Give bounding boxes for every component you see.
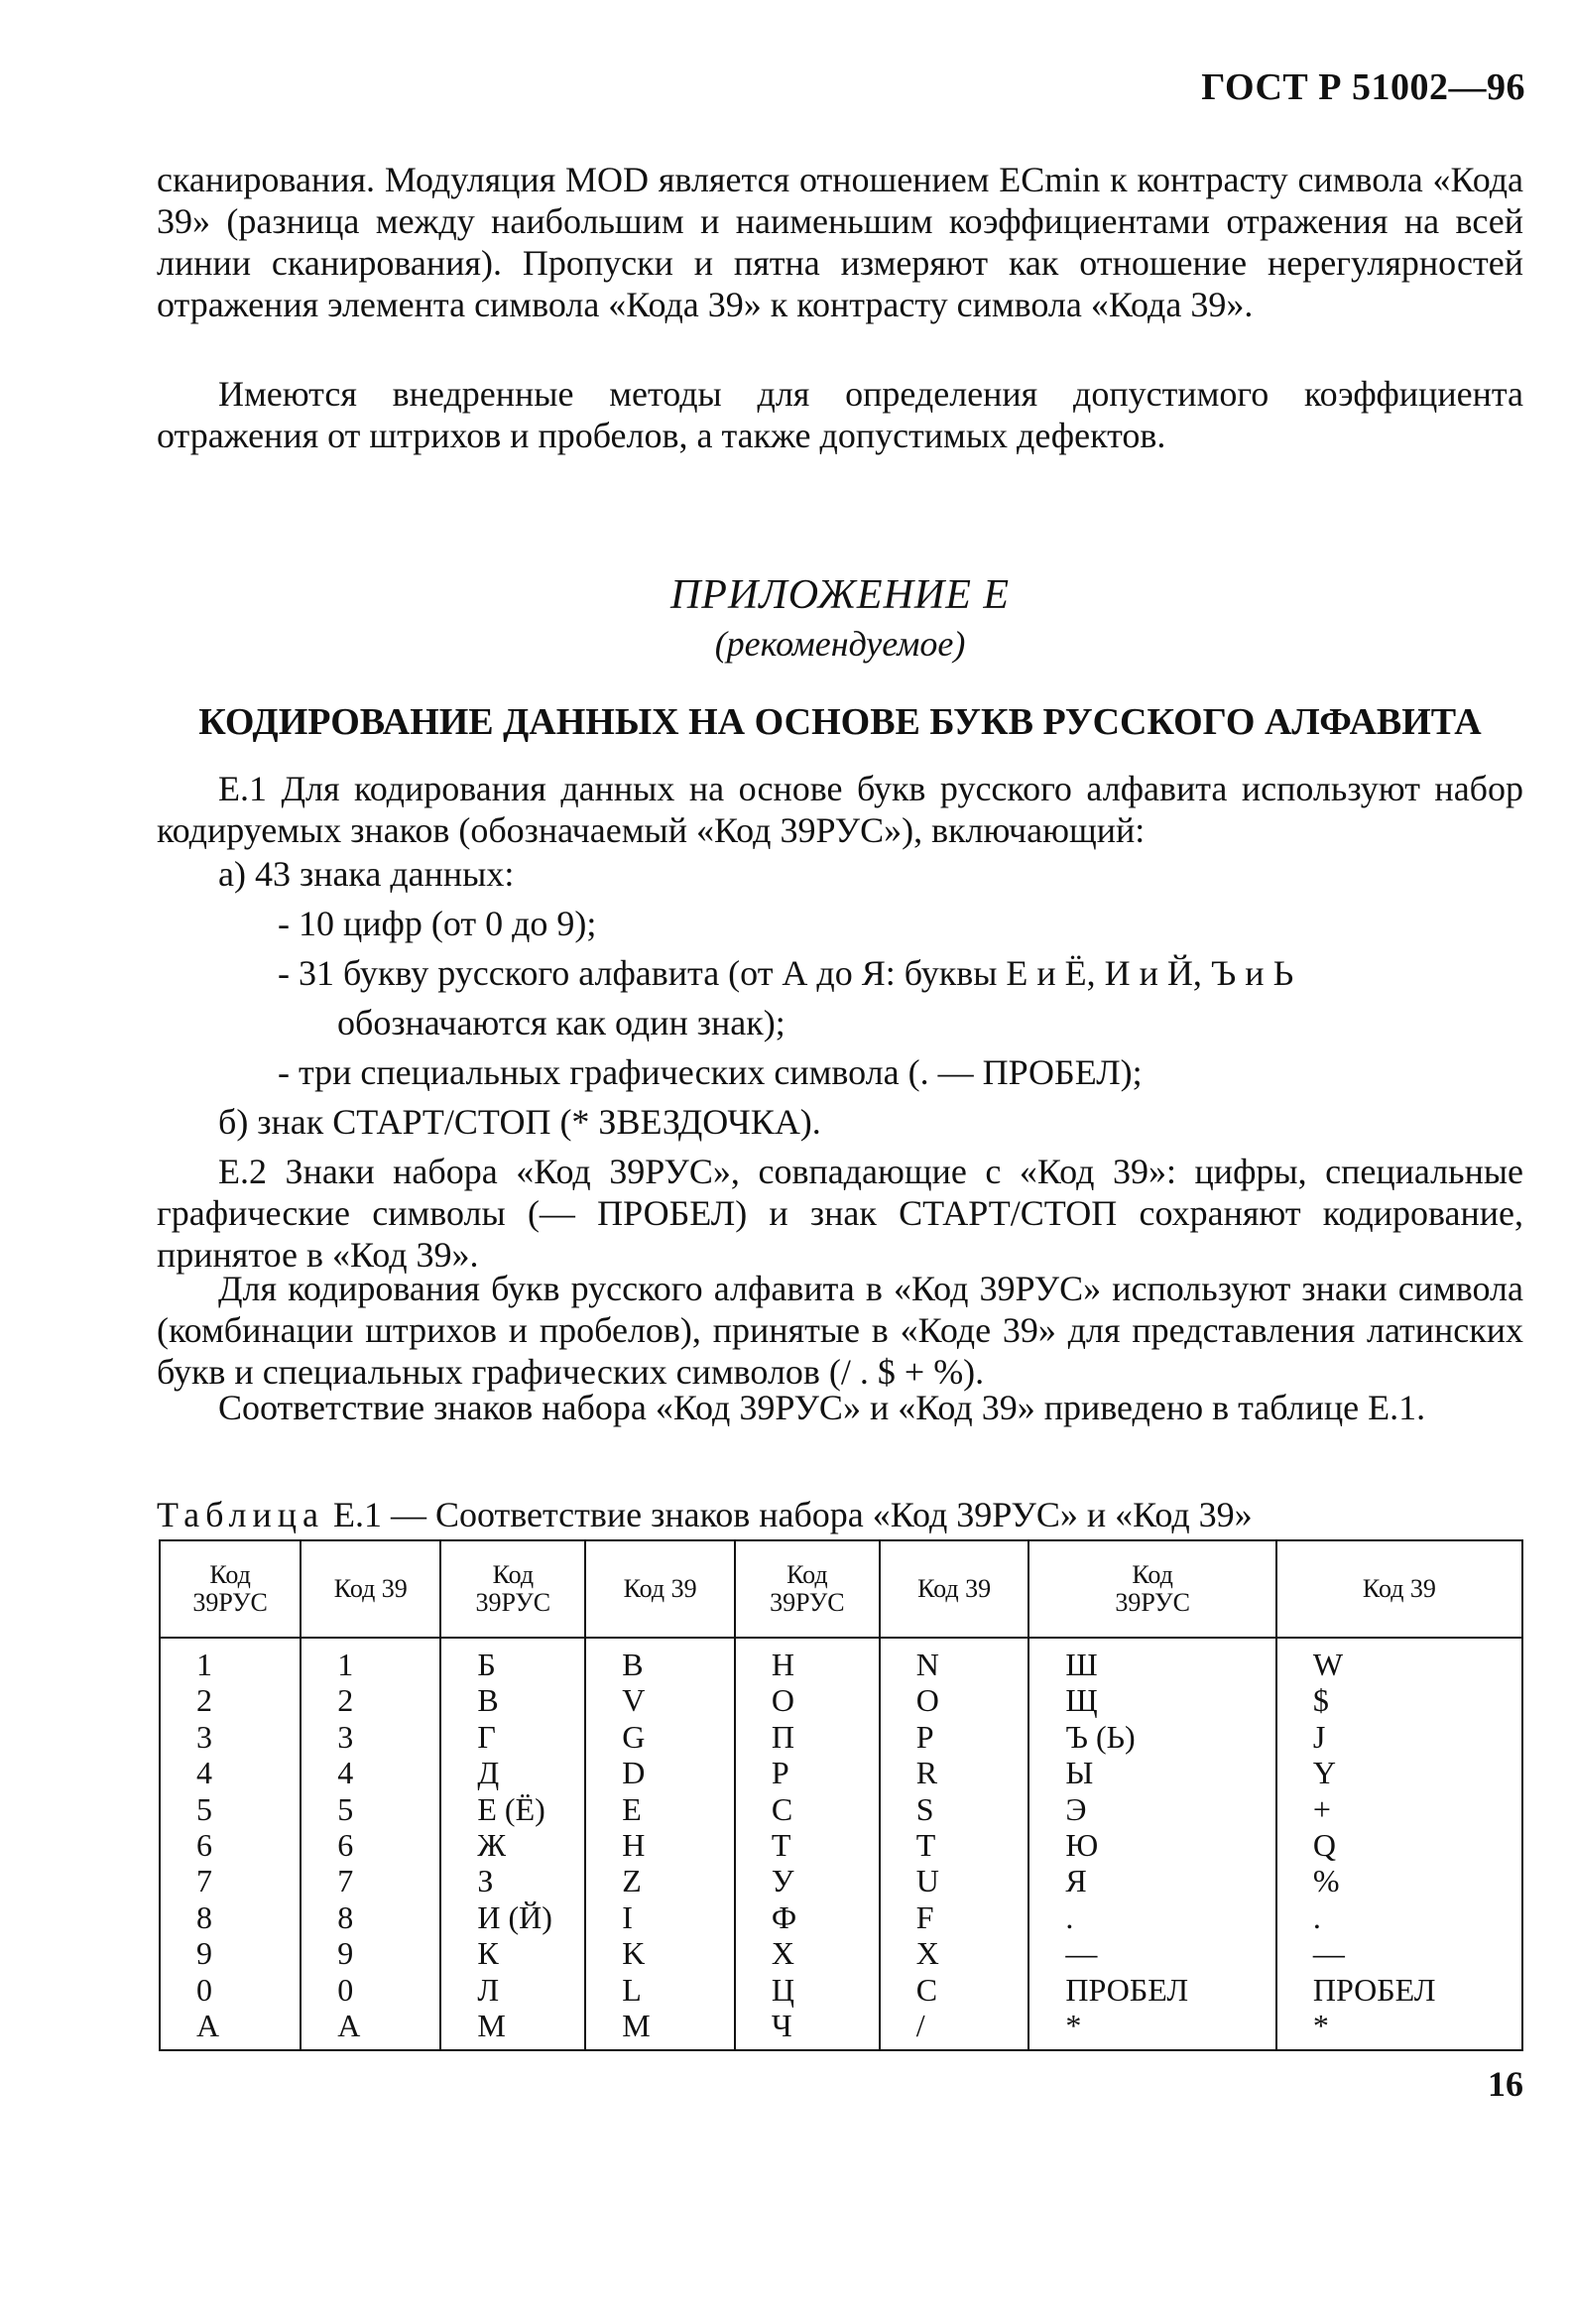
list-dash-letters: - 31 букву русского алфавита (от А до Я: буквы Е и Ё, И и Й, Ъ и Ь xyxy=(278,953,1294,993)
header-kod39-1: Код 39 xyxy=(301,1541,440,1638)
standard-header: ГОСТ Р 51002—96 xyxy=(1201,66,1525,108)
table-header-row xyxy=(161,1541,1521,1638)
list-dash-digits: - 10 цифр (от 0 до 9); xyxy=(278,904,597,943)
column-kod39-1: 1 2 3 4 5 6 7 8 9 0 A xyxy=(301,1638,440,2049)
header-kod39-4: Код 39 xyxy=(1276,1541,1521,1638)
appendix-subtitle: (рекомендуемое) xyxy=(714,624,966,664)
correspondence-table xyxy=(159,1539,1523,2051)
header-kod39-2: Код 39 xyxy=(585,1541,735,1638)
intro-paragraph-1: сканирования. Модуляция MOD является отношением ECmin к контрасту символа «Кода 39» (разница между наибольшим и наименьшим коэффициентами отражения на всей линии сканирования). Пропуски и пятна измеряют как отношение нерегулярностей отражения элемента символа «Кода 39» к контрасту символа «Кода 39». xyxy=(157,160,1523,324)
header-kod39rus-1: Код 39РУС xyxy=(161,1541,301,1638)
appendix-title: ПРИЛОЖЕНИЕ Е xyxy=(669,572,1011,618)
table-caption xyxy=(157,1494,1523,1535)
header-kod39rus-4: Код 39РУС xyxy=(1028,1541,1275,1638)
list-item-a: а) 43 знака данных: xyxy=(218,854,515,894)
column-kod39-3: N O P R S T U F X C / xyxy=(880,1638,1029,2049)
list-dash-letters-continued: обозначаются как один знак); xyxy=(337,1003,786,1042)
header-kod39rus-2: Код 39РУС xyxy=(440,1541,585,1638)
table-caption-label: Таблица xyxy=(157,1495,324,1534)
header-kod39rus-3: Код 39РУС xyxy=(735,1541,880,1638)
section-heading: КОДИРОВАНИЕ ДАННЫХ НА ОСНОВЕ БУКВ РУССКОГО АЛФАВИТА xyxy=(198,701,1482,743)
list-item-b: б) знак СТАРТ/СТОП (* ЗВЕЗДОЧКА). xyxy=(218,1102,821,1142)
clause-e2: Е.2 Знаки набора «Код 39РУС», совпадающие с «Код 39»: цифры, специальные графические символы (— ПРОБЕЛ) и знак СТАРТ/СТОП сохраняют кодирование, принятое в «Код 39». xyxy=(157,1152,1523,1275)
clause-e2-paragraph-2: Для кодирования букв русского алфавита в «Код 39РУС» используют знаки символа (комбинации штрихов и пробелов), принятые в «Коде 39» для представления латинских букв и специальных графических символов (/ . $ + %). xyxy=(157,1269,1523,1392)
header-kod39-3: Код 39 xyxy=(880,1541,1029,1638)
intro-paragraph-2: Имеются внедренные методы для определения допустимого коэффициента отражения от штрихов и пробелов, а также допустимых дефектов. xyxy=(157,374,1523,455)
code-table xyxy=(161,1541,1521,2049)
clause-e2-paragraph-3: Соответствие знаков набора «Код 39РУС» и «Код 39» приведено в таблице Е.1. xyxy=(218,1388,1426,1427)
column-kod39rus-4: Ш Щ Ъ (Ь) Ы Э Ю Я . — ПРОБЕЛ * xyxy=(1028,1638,1275,2049)
page-number: 16 xyxy=(1488,2064,1523,2104)
list-dash-special: - три специальных графических символа (. — ПРОБЕЛ); xyxy=(278,1052,1143,1092)
column-kod39rus-3: Н О П Р С Т У Ф Х Ц Ч xyxy=(735,1638,880,2049)
clause-e1: Е.1 Для кодирования данных на основе букв русского алфавита используют набор кодируемых знаков (обозначаемый «Код 39РУС»), включающий: xyxy=(157,769,1523,850)
column-kod39rus-2: Б В Г Д Е (Ё) Ж З И (Й) К Л М xyxy=(440,1638,585,2049)
column-kod39-4: W $ J Y + Q % . — ПРОБЕЛ * xyxy=(1312,1647,1436,2044)
table-body-row xyxy=(161,1638,1521,2049)
column-kod39-2: B V G D E H Z I K L M xyxy=(585,1638,735,2049)
column-kod39rus-1: 1 2 3 4 5 6 7 8 9 0 А xyxy=(161,1638,301,2049)
table-caption-text: Е.1 — Соответствие знаков набора «Код 39РУС» и «Код 39» xyxy=(323,1495,1253,1534)
